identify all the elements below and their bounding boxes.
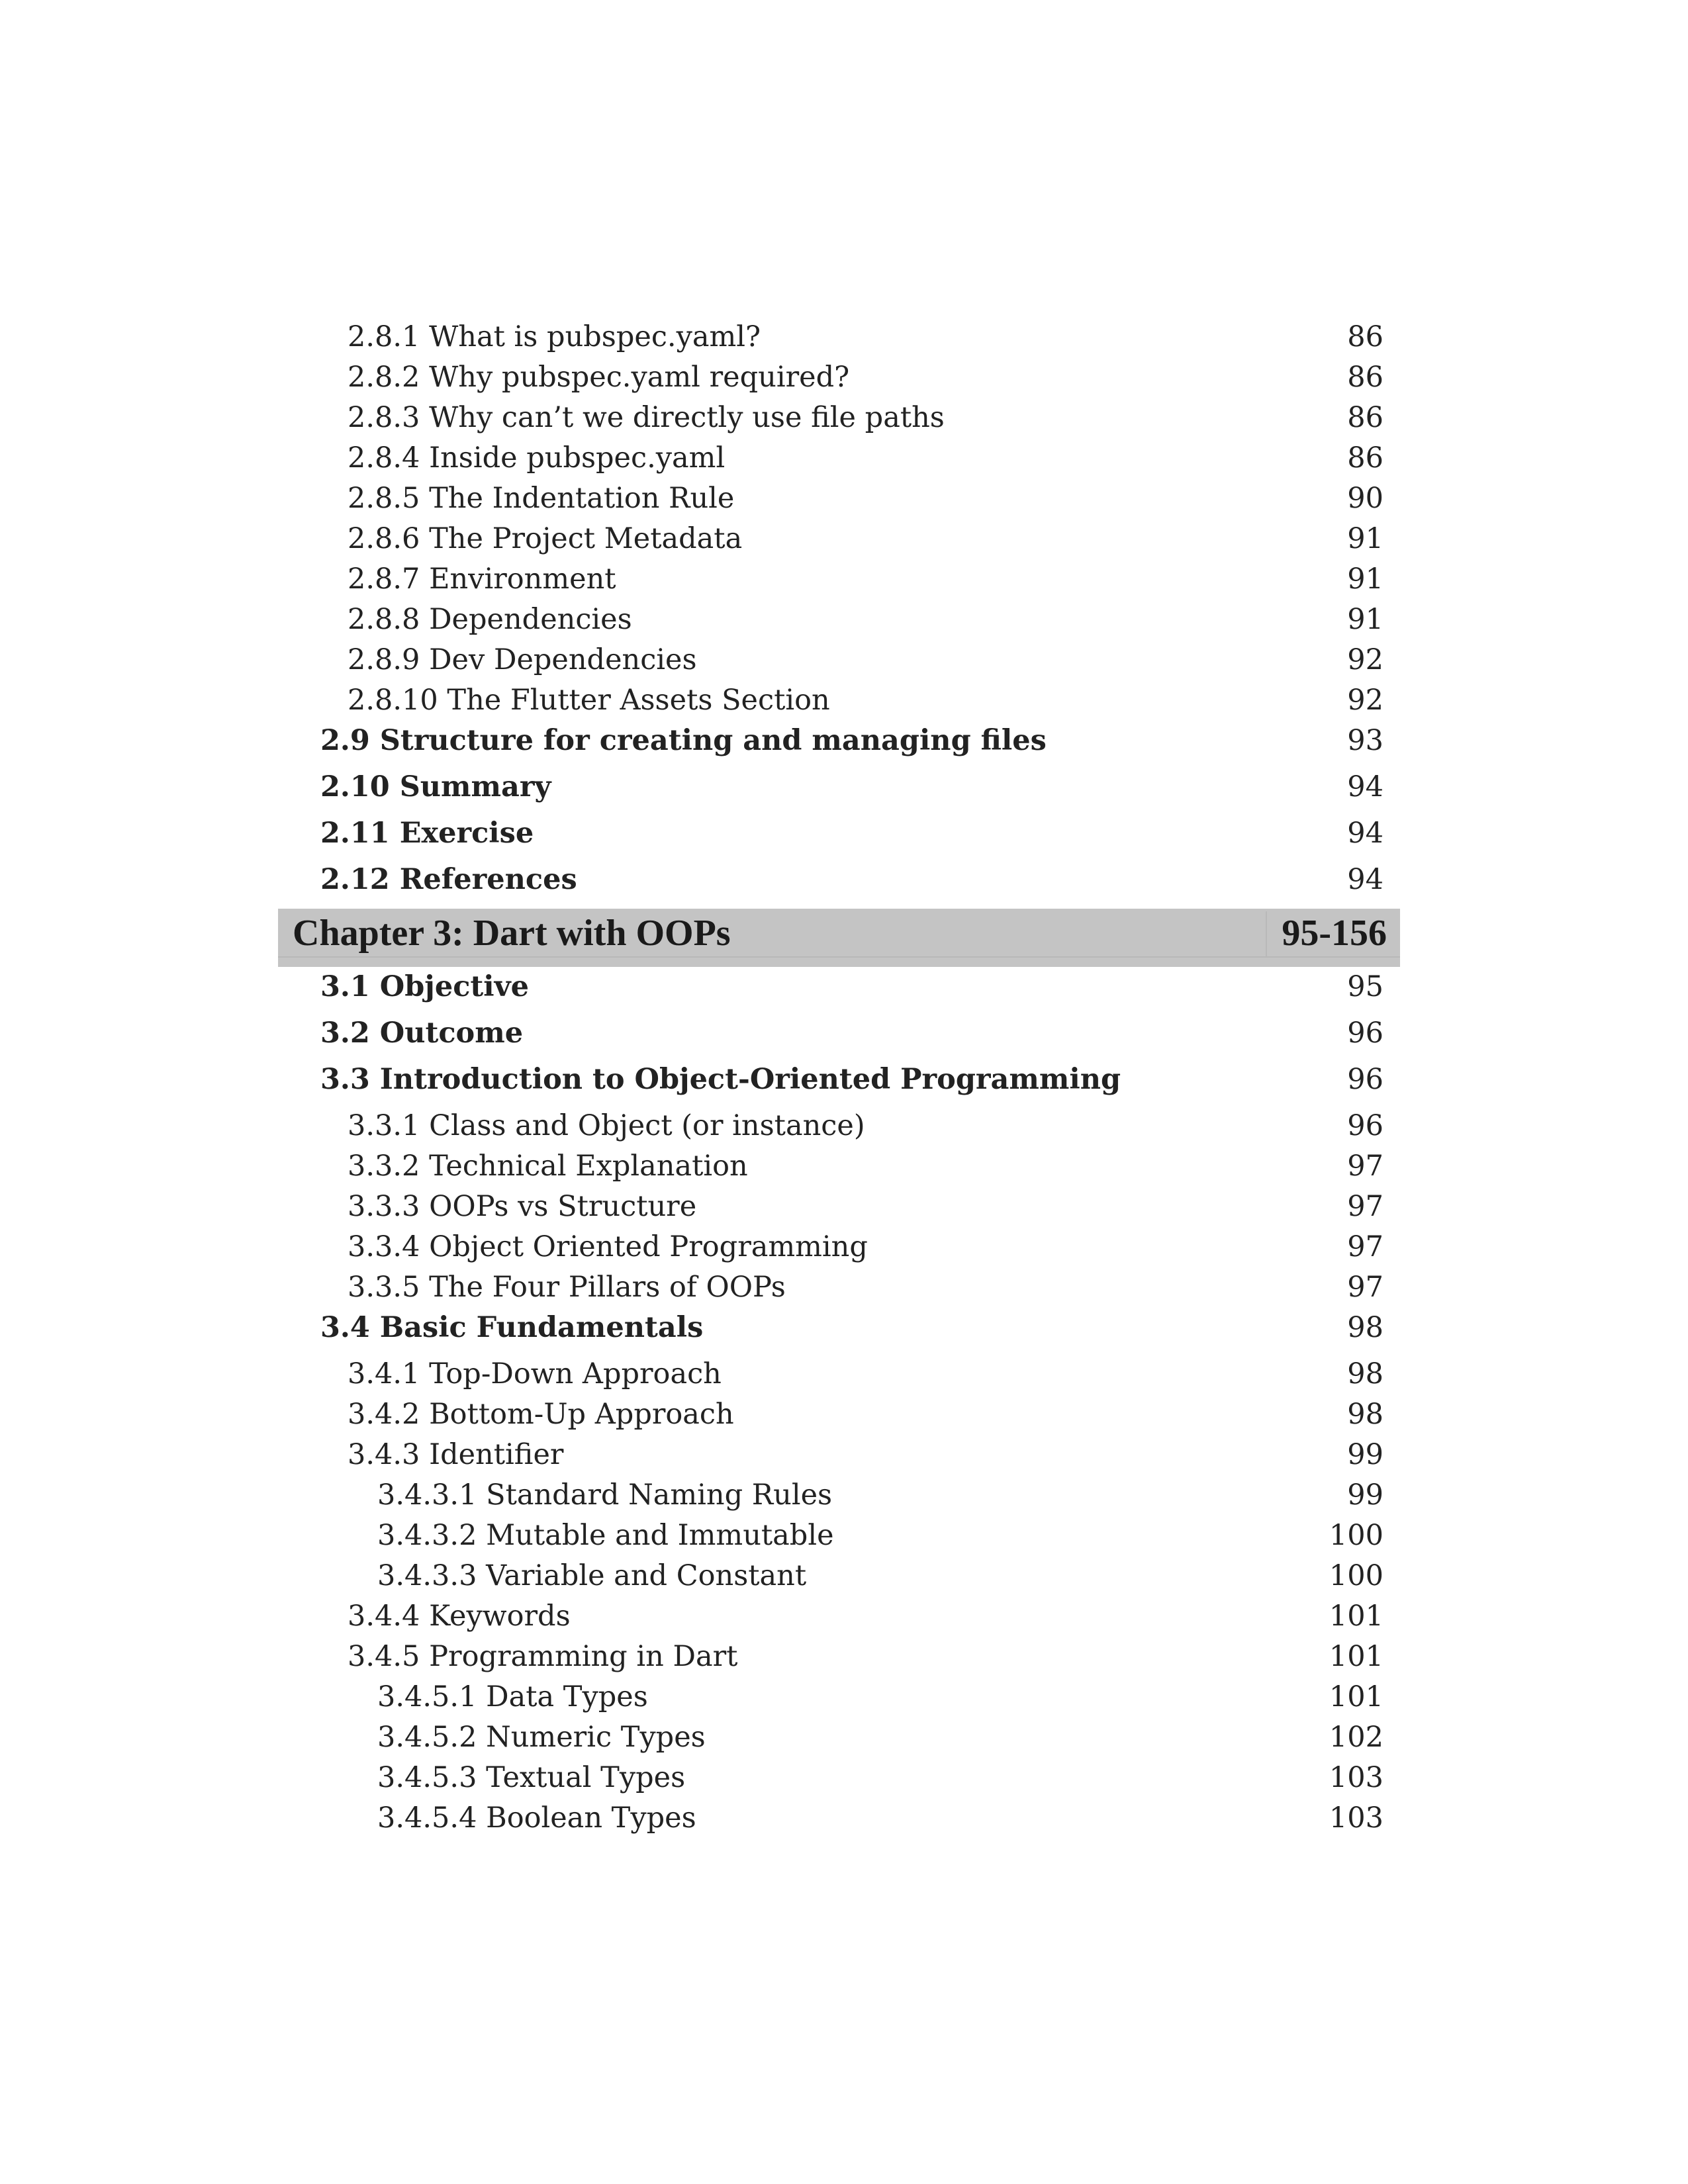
toc-entry-page-number: 94: [1347, 817, 1383, 850]
toc-entry-page-number: 102: [1329, 1721, 1383, 1754]
toc-entry-page-number: 86: [1347, 320, 1383, 353]
toc-entry-page-number: 101: [1329, 1600, 1383, 1633]
toc-entry-title: 2.8.8 Dependencies: [348, 603, 632, 636]
toc-entry-title: 3.4.5 Programming in Dart: [348, 1640, 738, 1673]
toc-entry-title: 3.4.3.3 Variable and Constant: [377, 1559, 807, 1592]
toc-entry-title: 2.8.10 The Flutter Assets Section: [348, 684, 830, 717]
toc-entry-page-number: 97: [1347, 1230, 1383, 1263]
toc-entry-title: 2.10 Summary: [320, 770, 551, 803]
toc-entry-page-number: 98: [1347, 1398, 1383, 1431]
toc-entry-title: 2.8.4 Inside pubspec.yaml: [348, 441, 726, 475]
toc-entry-title: 2.8.9 Dev Dependencies: [348, 643, 697, 676]
toc-entry-page-number: 101: [1329, 1680, 1383, 1713]
toc-entry-title: 2.8.7 Environment: [348, 563, 616, 596]
toc-entry-page-number: 97: [1347, 1190, 1383, 1223]
toc-entry-title: 2.8.2 Why pubspec.yaml required?: [348, 361, 850, 394]
toc-entry-title: 3.3.3 OOPs vs Structure: [348, 1190, 697, 1223]
toc-entry-title: 3.3.1 Class and Object (or instance): [348, 1109, 865, 1142]
toc-entry-page-number: 91: [1347, 563, 1383, 596]
toc-entry-page-number: 97: [1347, 1150, 1383, 1183]
toc-entry-page-number: 100: [1329, 1519, 1383, 1552]
toc-entry-title: 2.12 References: [320, 863, 577, 896]
toc-entry-title: 3.4.3 Identifier: [348, 1438, 564, 1471]
toc-entry-title: 3.4.4 Keywords: [348, 1600, 571, 1633]
toc-entry-title: 3.3.5 The Four Pillars of OOPs: [348, 1271, 786, 1304]
chapter-bar-rule: [278, 956, 1400, 958]
toc-entry-title: 3.4 Basic Fundamentals: [320, 1311, 704, 1344]
toc-entry-page-number: 86: [1347, 441, 1383, 475]
toc-entry-page-number: 99: [1347, 1438, 1383, 1471]
chapter-heading-bar: [278, 909, 1400, 967]
toc-entry-title: 3.3.4 Object Oriented Programming: [348, 1230, 868, 1263]
toc-entry-page-number: 94: [1347, 863, 1383, 896]
chapter-title: Chapter 3: Dart with OOPs: [293, 913, 731, 954]
toc-entry-title: 3.4.5.3 Textual Types: [377, 1761, 686, 1794]
toc-entry-page-number: 101: [1329, 1640, 1383, 1673]
toc-entry-page-number: 103: [1329, 1801, 1383, 1835]
toc-entry-title: 3.1 Objective: [320, 970, 529, 1003]
toc-entry-page-number: 94: [1347, 770, 1383, 803]
toc-entry-title: 2.8.1 What is pubspec.yaml?: [348, 320, 761, 353]
toc-entry-page-number: 98: [1347, 1357, 1383, 1390]
toc-entry-page-number: 90: [1347, 482, 1383, 515]
toc-entry-page-number: 91: [1347, 603, 1383, 636]
toc-entry-title: 3.4.3.1 Standard Naming Rules: [377, 1479, 833, 1512]
toc-entry-title: 2.8.6 The Project Metadata: [348, 522, 743, 555]
chapter-page-range: 95-156: [1282, 913, 1387, 954]
toc-entry-page-number: 96: [1347, 1109, 1383, 1142]
toc-entry-page-number: 100: [1329, 1559, 1383, 1592]
toc-entry-title: 3.3.2 Technical Explanation: [348, 1150, 748, 1183]
toc-entry-page-number: 99: [1347, 1479, 1383, 1512]
toc-entry-page-number: 96: [1347, 1017, 1383, 1050]
toc-entry-title: 2.8.5 The Indentation Rule: [348, 482, 735, 515]
toc-entry-title: 3.4.3.2 Mutable and Immutable: [377, 1519, 834, 1552]
toc-entry-title: 2.11 Exercise: [320, 817, 534, 850]
toc-entry-page-number: 91: [1347, 522, 1383, 555]
toc-entry-page-number: 96: [1347, 1063, 1383, 1096]
toc-entry-page-number: 95: [1347, 970, 1383, 1003]
toc-entry-page-number: 98: [1347, 1311, 1383, 1344]
toc-entry-page-number: 97: [1347, 1271, 1383, 1304]
toc-entry-title: 2.8.3 Why can’t we directly use file paths: [348, 401, 945, 434]
toc-entry-page-number: 93: [1347, 724, 1383, 757]
chapter-bar-divider: [1266, 911, 1267, 956]
toc-entry-title: 2.9 Structure for creating and managing files: [320, 724, 1047, 757]
toc-entry-title: 3.2 Outcome: [320, 1017, 524, 1050]
toc-entry-title: 3.4.2 Bottom-Up Approach: [348, 1398, 734, 1431]
toc-entry-page-number: 103: [1329, 1761, 1383, 1794]
toc-entry-title: 3.4.5.4 Boolean Types: [377, 1801, 696, 1835]
toc-entry-title: 3.4.1 Top-Down Approach: [348, 1357, 722, 1390]
toc-entry-page-number: 92: [1347, 643, 1383, 676]
toc-entry-title: 3.4.5.1 Data Types: [377, 1680, 648, 1713]
toc-entry-page-number: 92: [1347, 684, 1383, 717]
toc-entry-title: 3.3 Introduction to Object-Oriented Programming: [320, 1063, 1121, 1096]
toc-entry-page-number: 86: [1347, 401, 1383, 434]
toc-entry-page-number: 86: [1347, 361, 1383, 394]
toc-entry-title: 3.4.5.2 Numeric Types: [377, 1721, 706, 1754]
